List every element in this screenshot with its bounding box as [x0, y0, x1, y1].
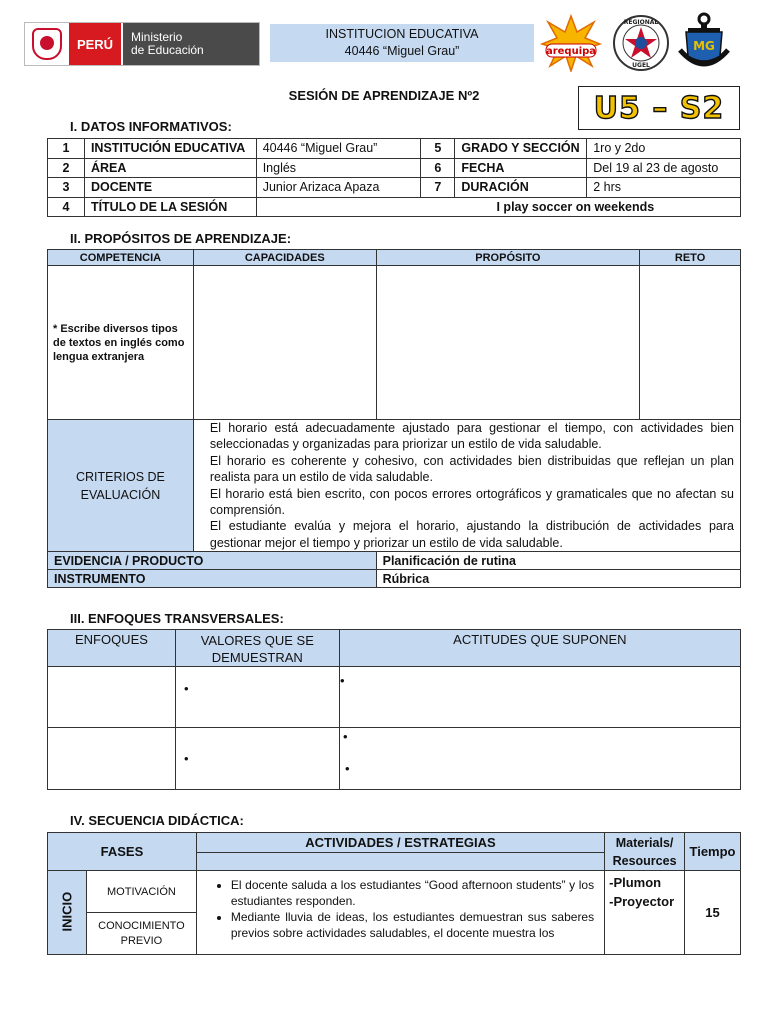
activity-item: • Mediante lluvia de ideas, los estudiantes demuestran sus saberes previos sobre actividades saludables, el docente muestra los — [231, 909, 594, 941]
col-valores: VALORES QUE SE DEMUESTRAN — [175, 630, 339, 667]
bullet: • — [345, 761, 350, 776]
tiempo-header: Tiempo — [685, 833, 741, 871]
enfoques-table — [47, 629, 741, 790]
activity-item: • El docente saluda a los estudiantes “Good afternoon students” y los estudiantes responden. — [231, 877, 594, 909]
row-number: 3 — [48, 178, 85, 198]
reto-cell — [640, 266, 741, 420]
evidencia-label: EVIDENCIA / PRODUCTO — [48, 552, 377, 570]
arequipa-logo-text: arequipa — [545, 46, 597, 57]
peru-label: PERÚ — [69, 23, 121, 65]
row-number: 1 — [48, 139, 85, 159]
field-label: ÁREA — [84, 158, 256, 178]
col-competencia: COMPETENCIA — [48, 250, 194, 266]
field-label: INSTITUCIÓN EDUCATIVA — [84, 139, 256, 159]
peru-seal-icon — [25, 23, 69, 65]
motivacion-label: MOTIVACIÓN — [87, 871, 197, 913]
row-number: 2 — [48, 158, 85, 178]
institution-name: 40446 “Miguel Grau” — [344, 44, 460, 58]
resource-item: -Plumon — [609, 875, 662, 890]
section-1-heading: I. DATOS INFORMATIVOS: — [70, 119, 232, 134]
field-label: DURACIÓN — [455, 178, 587, 198]
criterio-3: El horario está bien escrito, con pocos errores ortográficos y gramaticales que no afectan su comprensión. — [209, 486, 734, 518]
datos-table — [47, 138, 741, 217]
fases-header: FASES — [48, 833, 197, 871]
evidencia-value: Planificación de rutina — [376, 552, 740, 570]
mg-logo-text: MG — [693, 39, 715, 53]
time-value: 15 — [685, 871, 741, 955]
ugel-logo-text: UGEL — [632, 62, 650, 69]
proposito-cell — [376, 266, 640, 420]
col-actitudes: ACTITUDES QUE SUPONEN — [339, 630, 740, 667]
ministerio-logo — [24, 22, 260, 66]
bullet: • — [184, 681, 189, 696]
conocimiento-label: CONOCIMIENTO PREVIO — [87, 913, 197, 955]
unit-badge: U5 – S2 — [578, 86, 740, 130]
col-proposito: PROPÓSITO — [376, 250, 640, 266]
col-reto: RETO — [640, 250, 741, 266]
field-value: 2 hrs — [587, 178, 741, 198]
row-number: 5 — [421, 139, 455, 159]
row-number: 6 — [421, 158, 455, 178]
field-label: GRADO Y SECCIÓN — [455, 139, 587, 159]
arequipa-logo-icon — [540, 14, 602, 72]
secuencia-table — [47, 832, 741, 955]
actividades-subheader — [196, 853, 604, 871]
competencia-text: * Escribe diversos tipos de textos en inglés como lengua extranjera — [48, 266, 194, 420]
criterio-4: El estudiante evalúa y mejora el horario, ajustando la distribución de actividades para gestionar mejor el tiempo y priorizar un estilo de vida saludable. — [209, 519, 734, 550]
page-title: SESIÓN DE APRENDIZAJE Nº2 — [288, 88, 480, 103]
resource-item: -Proyector — [609, 894, 675, 909]
row-number: 7 — [421, 178, 455, 198]
instrumento-value: Rúbrica — [376, 570, 740, 588]
resources-cell — [605, 871, 685, 955]
inicio-phase: INICIO — [48, 871, 87, 955]
titulo-value: I play soccer on weekends — [256, 197, 740, 217]
section-2-heading: II. PROPÓSITOS DE APRENDIZAJE: — [70, 231, 292, 246]
mg-anchor-logo-icon — [676, 12, 732, 74]
col-capacidades: CAPACIDADES — [193, 250, 376, 266]
institution-box — [270, 24, 534, 62]
section-4-heading: IV. SECUENCIA DIDÁCTICA: — [70, 813, 244, 828]
bullet: • — [343, 729, 348, 744]
regional-logo-icon — [612, 14, 670, 72]
institution-label: INSTITUCION EDUCATIVA — [325, 27, 479, 41]
activities-cell — [196, 871, 604, 955]
datos-row — [48, 178, 741, 198]
col-enfoques: ENFOQUES — [48, 630, 176, 667]
bullet: • — [340, 673, 345, 688]
field-label: DOCENTE — [84, 178, 256, 198]
actividades-header: ACTIVIDADES / ESTRATEGIAS — [196, 833, 604, 853]
criterio-1: El horario está adecuadamente ajustado para gestionar el tiempo, con actividades bien seleccionadas y organizadas para priorizar un estilo de vida saludable. — [209, 421, 734, 452]
datos-row — [48, 139, 741, 159]
regional-logo-text: REGIONAL — [623, 19, 659, 26]
field-value: Inglés — [256, 158, 421, 178]
materials-header: Materials/ Resources — [605, 833, 685, 871]
field-value: 1ro y 2do — [587, 139, 741, 159]
field-value: Del 19 al 23 de agosto — [587, 158, 741, 178]
criterio-2: El horario es coherente y cohesivo, con actividades bien distribuidas que reflejan un plan realista para un estilo de vida saludable. — [209, 453, 734, 485]
capacidades-cell — [193, 266, 376, 420]
datos-row — [48, 158, 741, 178]
field-value: 40446 “Miguel Grau” — [256, 139, 421, 159]
instrumento-label: INSTRUMENTO — [48, 570, 377, 588]
field-label: FECHA — [455, 158, 587, 178]
criterios-label: CRITERIOS DE EVALUACIÓN — [48, 420, 194, 552]
row-4-number: 4 — [48, 197, 85, 217]
titulo-label: TÍTULO DE LA SESIÓN — [84, 197, 256, 217]
field-value: Junior Arizaca Apaza — [256, 178, 421, 198]
propositos-table — [47, 249, 741, 588]
ministerio-label: Ministerio de Educación — [121, 23, 259, 65]
criterios-cell — [193, 420, 740, 552]
bullet: • — [184, 751, 189, 766]
section-3-heading: III. ENFOQUES TRANSVERSALES: — [70, 611, 284, 626]
